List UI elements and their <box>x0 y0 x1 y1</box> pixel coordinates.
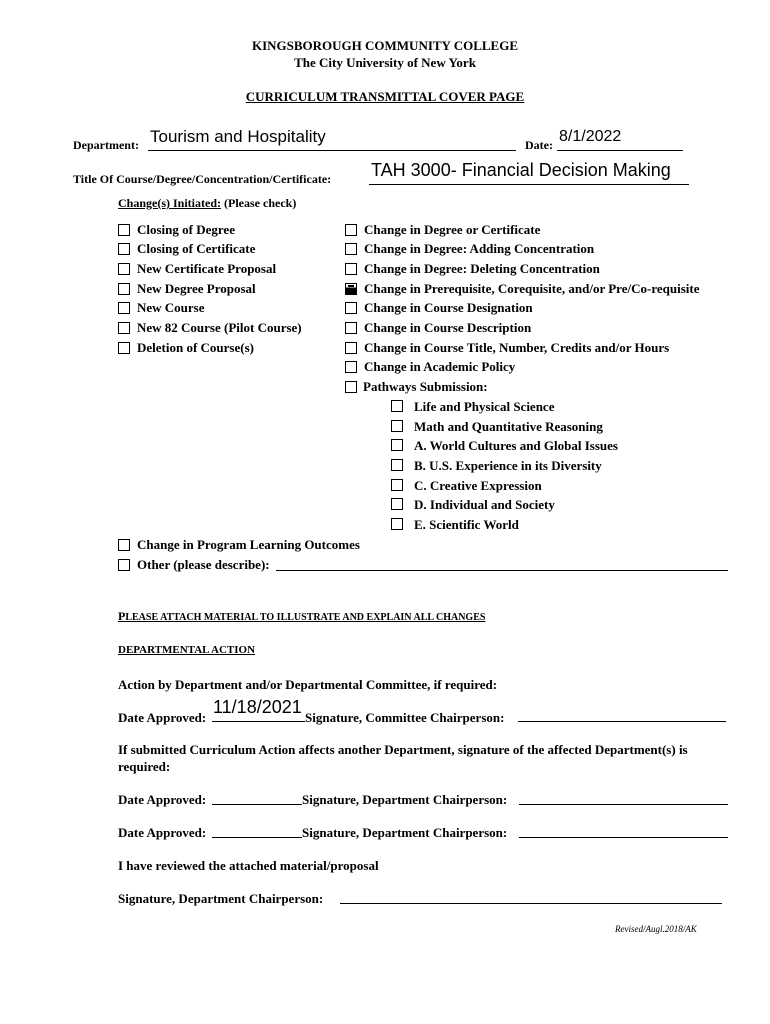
checkbox[interactable] <box>118 539 130 551</box>
page-title: CURRICULUM TRANSMITTAL COVER PAGE <box>245 89 525 104</box>
date-field[interactable] <box>557 150 683 151</box>
sig-dept-label-1: Signature, Department Chairperson: <box>302 792 508 807</box>
revised-note: Revised/Augl.2018/AK <box>615 924 697 934</box>
course-title-value: TAH 3000- Financial Decision Making <box>371 160 671 180</box>
reviewed-text: I have reviewed the attached material/proposal <box>118 858 379 873</box>
date-approved-field-1[interactable] <box>212 721 305 722</box>
college-name: KINGSBOROUGH COMMUNITY COLLEGE <box>251 38 519 53</box>
date-approved-label-3: Date Approved: <box>118 825 207 840</box>
date-approved-field-2[interactable] <box>212 804 302 805</box>
checkbox[interactable] <box>345 243 357 255</box>
course-title-label: Title Of Course/Degree/Concentration/Certificate: <box>73 172 332 186</box>
date-approved-label-2: Date Approved: <box>118 792 207 807</box>
checkbox[interactable] <box>345 381 357 393</box>
checkbox[interactable] <box>345 361 357 373</box>
action-by-text: Action by Department and/or Departmental Committee, if required: <box>118 677 498 692</box>
checkbox[interactable] <box>391 498 403 510</box>
date-value: 8/1/2022 <box>559 128 622 145</box>
sig-committee-field[interactable] <box>518 721 726 722</box>
university-name: The City University of New York <box>294 55 476 70</box>
checkbox[interactable] <box>391 400 403 412</box>
checkbox[interactable] <box>345 322 357 334</box>
checkbox[interactable] <box>391 439 403 451</box>
sig-committee-label: Signature, Committee Chairperson: <box>305 710 505 725</box>
checkbox-checked[interactable] <box>345 283 357 295</box>
checkbox[interactable] <box>118 559 130 571</box>
checkbox[interactable] <box>345 224 357 236</box>
changes-heading-underlined: Change(s) Initiated: <box>118 196 222 210</box>
checkbox[interactable] <box>118 322 130 334</box>
changes-heading <box>118 196 296 211</box>
date-approved-field-3[interactable] <box>212 837 302 838</box>
sig-dept-label-final: Signature, Department Chairperson: <box>118 891 324 906</box>
checkbox[interactable] <box>391 420 403 432</box>
sig-dept-label-2: Signature, Department Chairperson: <box>302 825 508 840</box>
checkbox[interactable] <box>118 263 130 275</box>
departmental-action-heading: DEPARTMENTAL ACTION <box>118 644 256 656</box>
changes-heading-rest: (Please check) <box>221 196 297 210</box>
department-value: Tourism and Hospitality <box>150 127 326 146</box>
checkbox[interactable] <box>118 302 130 314</box>
attach-material-notice: PLEASE ATTACH MATERIAL TO ILLUSTRATE AND EXPLAIN ALL CHANGES <box>118 609 486 623</box>
sig-dept-field-2[interactable] <box>519 837 728 838</box>
sig-dept-field-1[interactable] <box>519 804 728 805</box>
checkbox[interactable] <box>391 479 403 491</box>
department-label: Department: <box>73 138 139 152</box>
checkbox[interactable] <box>345 342 357 354</box>
sig-dept-field-final[interactable] <box>340 903 722 904</box>
date-label: Date: <box>525 138 553 152</box>
checkbox[interactable] <box>118 283 130 295</box>
checkbox[interactable] <box>118 243 130 255</box>
course-title-field[interactable] <box>369 184 689 185</box>
checkbox[interactable] <box>118 342 130 354</box>
date-approved-value-1: 11/18/2021 <box>213 697 302 717</box>
checkbox[interactable] <box>345 302 357 314</box>
checkbox[interactable] <box>118 224 130 236</box>
department-field[interactable] <box>148 150 516 151</box>
checkbox[interactable] <box>345 263 357 275</box>
checkbox[interactable] <box>391 518 403 530</box>
checkbox[interactable] <box>391 459 403 471</box>
affects-text-line-2: required: <box>118 759 171 774</box>
affects-text-line-1: If submitted Curriculum Action affects another Department, signature of the affected Department(s) is <box>118 742 688 757</box>
date-approved-label-1: Date Approved: <box>118 710 207 725</box>
other-description-field[interactable] <box>276 570 728 571</box>
